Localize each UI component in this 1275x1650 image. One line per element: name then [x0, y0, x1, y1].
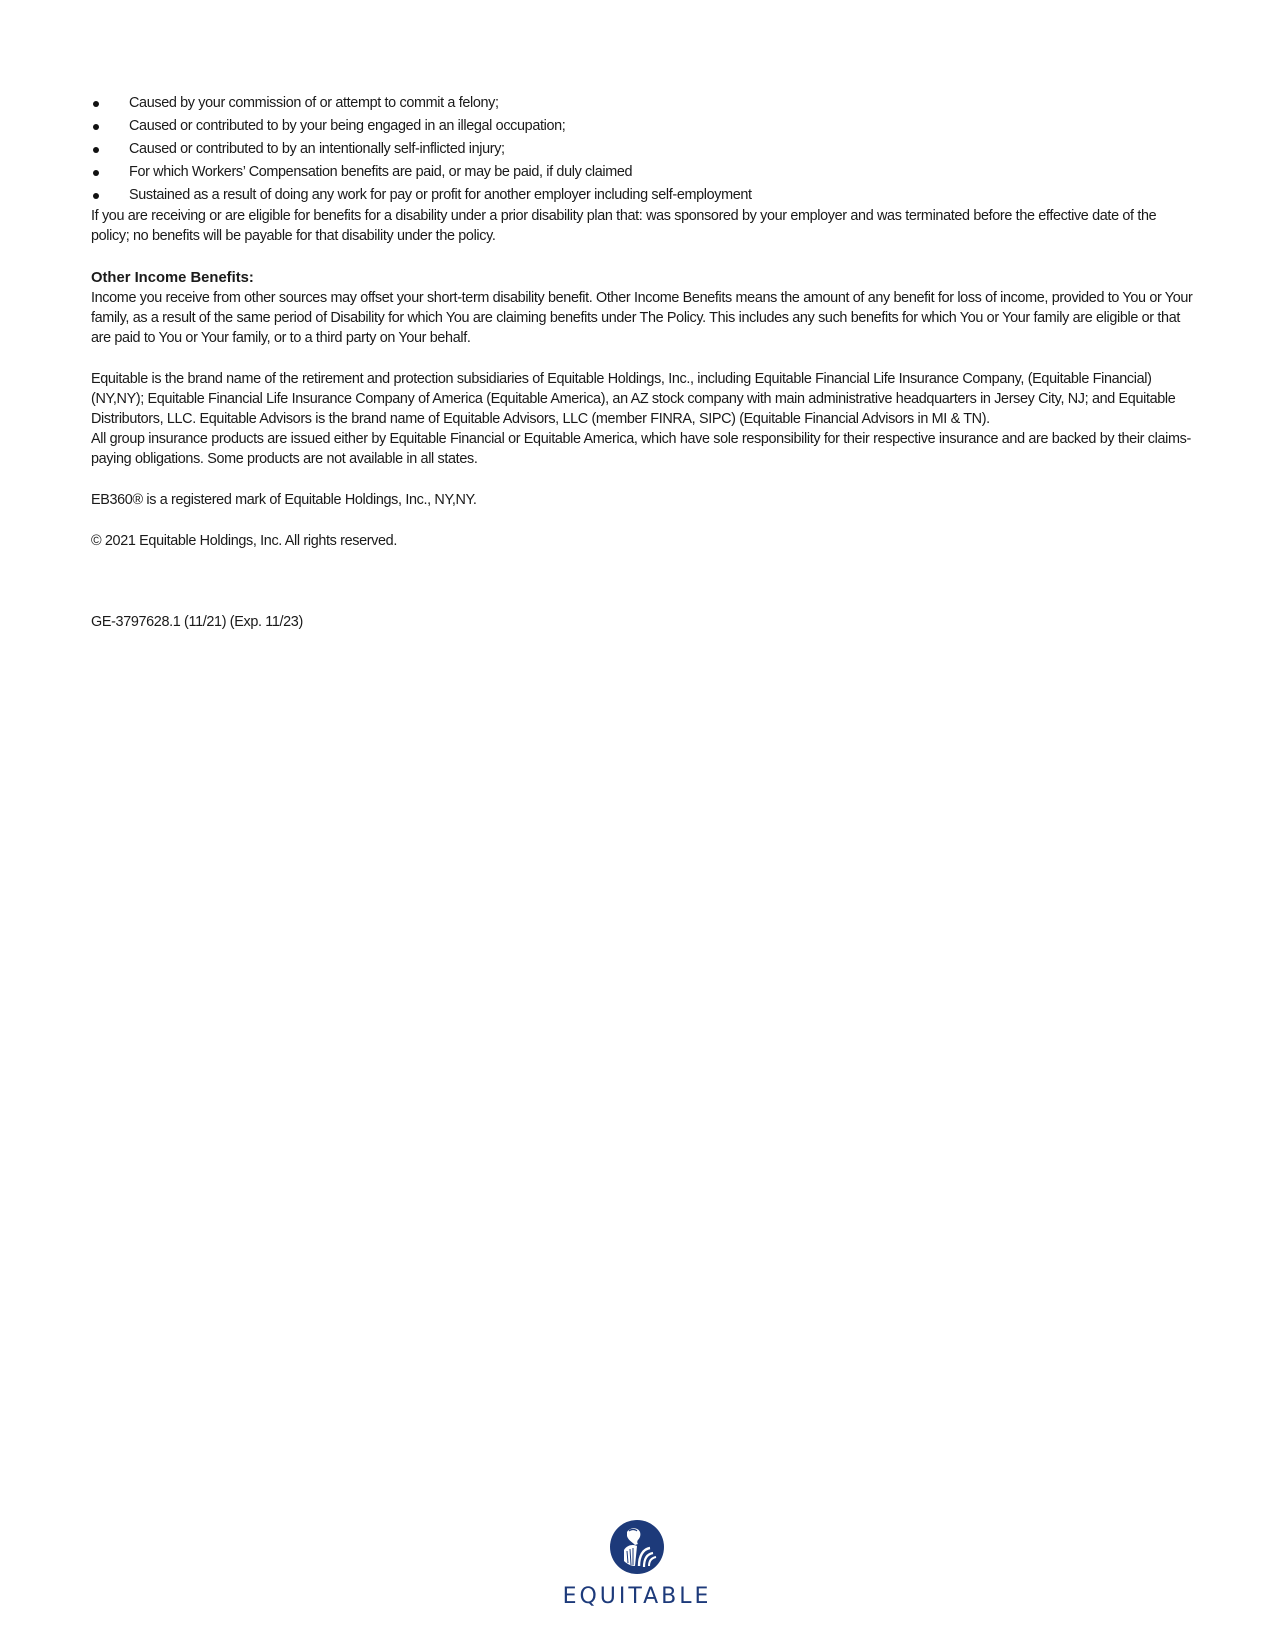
exclusion-text: Sustained as a result of doing any work for pay or profit for another employer including self-employment [129, 187, 752, 203]
exclusion-text: Caused by your commission of or attempt to commit a felony; [129, 95, 499, 111]
exclusion-text: Caused or contributed to by an intentionally self-inflicted injury; [129, 141, 505, 157]
exclusion-text: For which Workers’ Compensation benefits are paid, or may be paid, if duly claimed [129, 164, 633, 180]
other-income-paragraph: Income you receive from other sources may offset your short-term disability benefit. Other Income Benefits means the amount of any benefit for loss of income, provided to You or Your family, as a result of the same period of Disability for which You are claiming benefits under The Policy. This includes any such benefits for which You or Your family are eligible or that are paid to You or Your family, or to a third party on Your behalf. [91, 290, 1193, 346]
exclusion-item [91, 184, 1196, 207]
equitable-logo [537, 1520, 737, 1609]
logo-wordmark: EQUITABLE [562, 1584, 712, 1609]
bullet-icon [93, 193, 99, 199]
bullet-icon [93, 170, 99, 176]
exclusion-item [91, 161, 1196, 184]
exclusion-text: Caused or contributed to by your being engaged in an illegal occupation; [129, 118, 566, 134]
exclusion-item [91, 115, 1196, 138]
bullet-icon [93, 124, 99, 130]
bullet-icon [93, 101, 99, 107]
exclusion-item [91, 138, 1196, 161]
issuer-disclosure-paragraph: All group insurance products are issued either by Equitable Financial or Equitable America, which have sole responsibility for their respective insurance and are backed by their claims-paying obligations. Some products are not available in all states. [91, 431, 1191, 467]
registered-mark-notice: EB360® is a registered mark of Equitable Holdings, Inc., NY,NY. [91, 492, 477, 508]
prior-plan-paragraph: If you are receiving or are eligible for benefits for a disability under a prior disability plan that: was sponsored by your employer and was terminated before the effective date of the policy; no benefits will be payable for that disability under the policy. [91, 208, 1157, 244]
document-body [91, 92, 1196, 632]
exclusions-list [91, 92, 1196, 207]
equitable-liberty-icon [610, 1520, 664, 1574]
other-income-heading: Other Income Benefits: [91, 270, 254, 286]
brand-disclosure-paragraph: Equitable is the brand name of the retirement and protection subsidiaries of Equitable Holdings, Inc., including Equitable Financial Life Insurance Company, (Equitable Financial) (NY,NY); Equitable Financial Life Insurance Company of America (Equitable America), an AZ stock company with main administrative headquarters in Jersey City, NJ; and Equitable Distributors, LLC. Equitable Advisors is the brand name of Equitable Advisors, LLC (member FINRA, SIPC) (Equitable Financial Advisors in MI & TN). [91, 371, 1176, 427]
bullet-icon [93, 147, 99, 153]
exclusion-item [91, 92, 1196, 115]
copyright-notice: © 2021 Equitable Holdings, Inc. All rights reserved. [91, 533, 397, 549]
document-id: GE-3797628.1 (11/21) (Exp. 11/23) [91, 614, 303, 630]
